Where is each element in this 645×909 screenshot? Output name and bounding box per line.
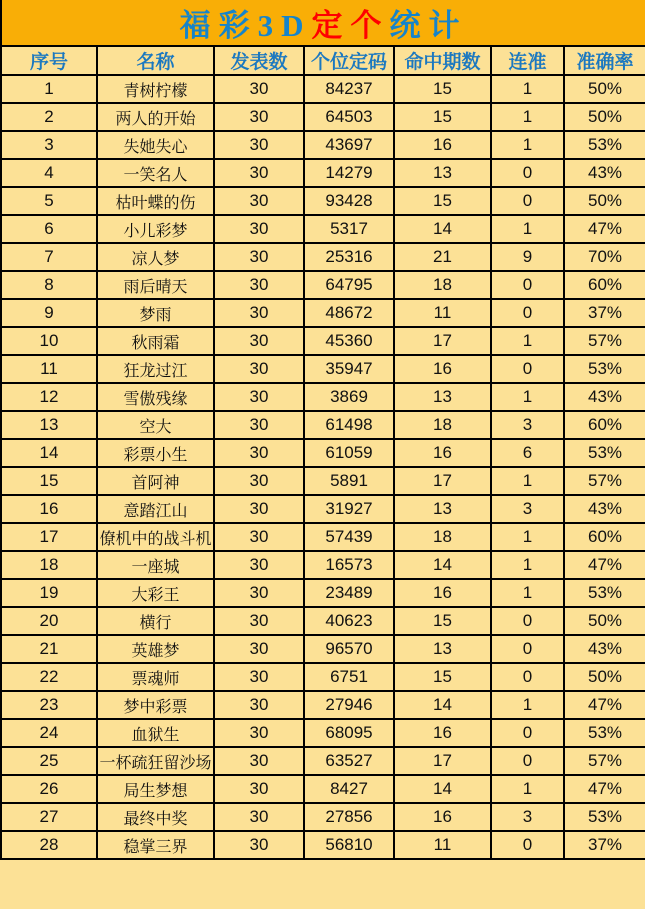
cell-accuracy: 43%	[564, 383, 645, 411]
cell-name: 稳掌三界	[97, 831, 214, 859]
cell-accuracy: 50%	[564, 663, 645, 691]
table-row	[1, 831, 645, 859]
cell-name: 最终中奖	[97, 803, 214, 831]
cell-index: 18	[1, 551, 97, 579]
cell-code: 27946	[304, 691, 394, 719]
cell-streak: 1	[491, 215, 564, 243]
cell-index: 28	[1, 831, 97, 859]
cell-published: 30	[214, 271, 304, 299]
table-row	[1, 775, 645, 803]
cell-streak: 0	[491, 159, 564, 187]
cell-name: 首阿神	[97, 467, 214, 495]
cell-name: 票魂师	[97, 663, 214, 691]
cell-index: 5	[1, 187, 97, 215]
cell-hits: 14	[394, 691, 491, 719]
cell-code: 56810	[304, 831, 394, 859]
cell-published: 30	[214, 103, 304, 131]
cell-streak: 3	[491, 495, 564, 523]
cell-hits: 17	[394, 747, 491, 775]
cell-published: 30	[214, 131, 304, 159]
cell-name: 凉人梦	[97, 243, 214, 271]
table-row	[1, 243, 645, 271]
cell-code: 6751	[304, 663, 394, 691]
cell-accuracy: 50%	[564, 187, 645, 215]
cell-streak: 9	[491, 243, 564, 271]
cell-name: 两人的开始	[97, 103, 214, 131]
table-row	[1, 719, 645, 747]
cell-index: 10	[1, 327, 97, 355]
cell-name: 雨后晴天	[97, 271, 214, 299]
cell-index: 25	[1, 747, 97, 775]
cell-streak: 0	[491, 271, 564, 299]
cell-index: 9	[1, 299, 97, 327]
cell-index: 4	[1, 159, 97, 187]
cell-hits: 14	[394, 551, 491, 579]
cell-streak: 1	[491, 523, 564, 551]
cell-hits: 11	[394, 299, 491, 327]
header-accuracy: 准确率	[564, 46, 645, 75]
cell-streak: 1	[491, 75, 564, 103]
cell-code: 93428	[304, 187, 394, 215]
cell-accuracy: 53%	[564, 719, 645, 747]
cell-hits: 15	[394, 607, 491, 635]
header-streak: 连准	[491, 46, 564, 75]
cell-accuracy: 43%	[564, 495, 645, 523]
cell-published: 30	[214, 719, 304, 747]
cell-hits: 13	[394, 383, 491, 411]
cell-streak: 0	[491, 299, 564, 327]
cell-name: 意踏江山	[97, 495, 214, 523]
table-row	[1, 523, 645, 551]
cell-index: 11	[1, 355, 97, 383]
title-row	[1, 0, 645, 46]
header-published: 发表数	[214, 46, 304, 75]
table-row	[1, 327, 645, 355]
cell-index: 17	[1, 523, 97, 551]
cell-index: 2	[1, 103, 97, 131]
table-row	[1, 747, 645, 775]
cell-index: 23	[1, 691, 97, 719]
cell-accuracy: 53%	[564, 131, 645, 159]
cell-streak: 0	[491, 607, 564, 635]
cell-streak: 1	[491, 551, 564, 579]
table-row	[1, 131, 645, 159]
cell-published: 30	[214, 383, 304, 411]
cell-accuracy: 50%	[564, 75, 645, 103]
cell-hits: 16	[394, 803, 491, 831]
cell-streak: 1	[491, 327, 564, 355]
cell-accuracy: 37%	[564, 299, 645, 327]
cell-hits: 15	[394, 187, 491, 215]
cell-accuracy: 47%	[564, 691, 645, 719]
cell-published: 30	[214, 411, 304, 439]
cell-streak: 0	[491, 719, 564, 747]
cell-accuracy: 43%	[564, 159, 645, 187]
cell-name: 一杯疏狂留沙场	[97, 747, 214, 775]
cell-hits: 18	[394, 411, 491, 439]
cell-index: 6	[1, 215, 97, 243]
table-row	[1, 355, 645, 383]
cell-hits: 15	[394, 75, 491, 103]
cell-hits: 13	[394, 495, 491, 523]
cell-published: 30	[214, 243, 304, 271]
cell-hits: 17	[394, 467, 491, 495]
cell-accuracy: 50%	[564, 103, 645, 131]
table-row	[1, 803, 645, 831]
table-row	[1, 411, 645, 439]
table-row	[1, 467, 645, 495]
cell-index: 13	[1, 411, 97, 439]
table-row	[1, 635, 645, 663]
cell-code: 61498	[304, 411, 394, 439]
table-row	[1, 159, 645, 187]
column-header-row	[1, 46, 645, 75]
title-segment-blue-2: 统计	[389, 8, 468, 43]
cell-accuracy: 50%	[564, 607, 645, 635]
table-row	[1, 439, 645, 467]
cell-code: 5317	[304, 215, 394, 243]
table-body	[1, 75, 645, 859]
cell-code: 96570	[304, 635, 394, 663]
cell-code: 40623	[304, 607, 394, 635]
cell-name: 狂龙过江	[97, 355, 214, 383]
cell-index: 27	[1, 803, 97, 831]
cell-name: 彩票小生	[97, 439, 214, 467]
cell-accuracy: 60%	[564, 271, 645, 299]
cell-published: 30	[214, 159, 304, 187]
cell-name: 梦雨	[97, 299, 214, 327]
cell-accuracy: 47%	[564, 775, 645, 803]
cell-published: 30	[214, 663, 304, 691]
cell-accuracy: 53%	[564, 579, 645, 607]
cell-hits: 14	[394, 215, 491, 243]
cell-hits: 16	[394, 719, 491, 747]
cell-index: 12	[1, 383, 97, 411]
header-name: 名称	[97, 46, 214, 75]
cell-published: 30	[214, 607, 304, 635]
cell-accuracy: 53%	[564, 355, 645, 383]
cell-code: 27856	[304, 803, 394, 831]
cell-code: 23489	[304, 579, 394, 607]
cell-streak: 1	[491, 775, 564, 803]
cell-code: 3869	[304, 383, 394, 411]
cell-streak: 1	[491, 383, 564, 411]
cell-code: 48672	[304, 299, 394, 327]
table-row	[1, 271, 645, 299]
table-row	[1, 691, 645, 719]
cell-streak: 0	[491, 187, 564, 215]
cell-code: 31927	[304, 495, 394, 523]
table-row	[1, 103, 645, 131]
cell-hits: 17	[394, 327, 491, 355]
cell-accuracy: 57%	[564, 327, 645, 355]
cell-hits: 15	[394, 663, 491, 691]
cell-published: 30	[214, 635, 304, 663]
cell-code: 8427	[304, 775, 394, 803]
cell-hits: 21	[394, 243, 491, 271]
cell-name: 枯叶蝶的伤	[97, 187, 214, 215]
table-row	[1, 579, 645, 607]
cell-published: 30	[214, 523, 304, 551]
table-row	[1, 551, 645, 579]
cell-accuracy: 57%	[564, 467, 645, 495]
header-hits: 命中期数	[394, 46, 491, 75]
page-title	[1, 0, 645, 46]
cell-name: 梦中彩票	[97, 691, 214, 719]
cell-accuracy: 37%	[564, 831, 645, 859]
cell-index: 20	[1, 607, 97, 635]
cell-streak: 0	[491, 635, 564, 663]
cell-published: 30	[214, 327, 304, 355]
cell-streak: 0	[491, 747, 564, 775]
cell-streak: 0	[491, 663, 564, 691]
cell-hits: 16	[394, 439, 491, 467]
cell-index: 21	[1, 635, 97, 663]
cell-streak: 1	[491, 579, 564, 607]
cell-published: 30	[214, 299, 304, 327]
cell-index: 22	[1, 663, 97, 691]
cell-code: 61059	[304, 439, 394, 467]
title-segment-blue-1: 福彩3D	[179, 8, 312, 43]
table-row	[1, 495, 645, 523]
cell-hits: 16	[394, 355, 491, 383]
cell-name: 青树柠檬	[97, 75, 214, 103]
table-row	[1, 187, 645, 215]
cell-hits: 11	[394, 831, 491, 859]
cell-hits: 14	[394, 775, 491, 803]
cell-streak: 0	[491, 831, 564, 859]
cell-published: 30	[214, 75, 304, 103]
table-row	[1, 607, 645, 635]
cell-published: 30	[214, 579, 304, 607]
cell-streak: 1	[491, 103, 564, 131]
cell-streak: 6	[491, 439, 564, 467]
cell-hits: 18	[394, 523, 491, 551]
header-code: 个位定码	[304, 46, 394, 75]
cell-published: 30	[214, 495, 304, 523]
cell-published: 30	[214, 803, 304, 831]
title-segment-red: 定个	[311, 8, 390, 43]
cell-name: 空大	[97, 411, 214, 439]
cell-accuracy: 70%	[564, 243, 645, 271]
cell-published: 30	[214, 355, 304, 383]
cell-published: 30	[214, 691, 304, 719]
cell-name: 秋雨霜	[97, 327, 214, 355]
cell-published: 30	[214, 551, 304, 579]
cell-code: 5891	[304, 467, 394, 495]
cell-name: 一笑名人	[97, 159, 214, 187]
cell-hits: 18	[394, 271, 491, 299]
cell-name: 僚机中的战斗机	[97, 523, 214, 551]
cell-index: 19	[1, 579, 97, 607]
cell-name: 失她失心	[97, 131, 214, 159]
table-row	[1, 383, 645, 411]
cell-streak: 1	[491, 691, 564, 719]
cell-index: 24	[1, 719, 97, 747]
cell-index: 26	[1, 775, 97, 803]
table-row	[1, 215, 645, 243]
cell-code: 64795	[304, 271, 394, 299]
cell-published: 30	[214, 215, 304, 243]
cell-hits: 16	[394, 131, 491, 159]
cell-name: 横行	[97, 607, 214, 635]
cell-published: 30	[214, 467, 304, 495]
cell-code: 63527	[304, 747, 394, 775]
cell-accuracy: 53%	[564, 439, 645, 467]
cell-accuracy: 47%	[564, 551, 645, 579]
cell-accuracy: 60%	[564, 411, 645, 439]
cell-accuracy: 43%	[564, 635, 645, 663]
cell-code: 84237	[304, 75, 394, 103]
cell-index: 15	[1, 467, 97, 495]
cell-streak: 3	[491, 411, 564, 439]
cell-hits: 13	[394, 159, 491, 187]
cell-accuracy: 47%	[564, 215, 645, 243]
cell-index: 3	[1, 131, 97, 159]
cell-hits: 16	[394, 579, 491, 607]
table-row	[1, 299, 645, 327]
table-row	[1, 663, 645, 691]
cell-streak: 0	[491, 355, 564, 383]
cell-published: 30	[214, 775, 304, 803]
cell-name: 小儿彩梦	[97, 215, 214, 243]
cell-hits: 15	[394, 103, 491, 131]
cell-code: 45360	[304, 327, 394, 355]
cell-index: 1	[1, 75, 97, 103]
cell-index: 14	[1, 439, 97, 467]
cell-name: 一座城	[97, 551, 214, 579]
table-row	[1, 75, 645, 103]
cell-name: 血狱生	[97, 719, 214, 747]
cell-index: 16	[1, 495, 97, 523]
cell-index: 7	[1, 243, 97, 271]
cell-streak: 3	[491, 803, 564, 831]
cell-code: 43697	[304, 131, 394, 159]
cell-published: 30	[214, 747, 304, 775]
cell-name: 雪傲残缘	[97, 383, 214, 411]
cell-published: 30	[214, 187, 304, 215]
cell-name: 局生梦想	[97, 775, 214, 803]
cell-streak: 1	[491, 131, 564, 159]
cell-code: 25316	[304, 243, 394, 271]
cell-accuracy: 57%	[564, 747, 645, 775]
cell-published: 30	[214, 831, 304, 859]
cell-name: 英雄梦	[97, 635, 214, 663]
cell-name: 大彩王	[97, 579, 214, 607]
cell-code: 68095	[304, 719, 394, 747]
cell-hits: 13	[394, 635, 491, 663]
header-index: 序号	[1, 46, 97, 75]
cell-code: 16573	[304, 551, 394, 579]
cell-accuracy: 53%	[564, 803, 645, 831]
cell-streak: 1	[491, 467, 564, 495]
cell-code: 57439	[304, 523, 394, 551]
cell-accuracy: 60%	[564, 523, 645, 551]
cell-code: 64503	[304, 103, 394, 131]
cell-code: 35947	[304, 355, 394, 383]
cell-published: 30	[214, 439, 304, 467]
cell-index: 8	[1, 271, 97, 299]
cell-code: 14279	[304, 159, 394, 187]
